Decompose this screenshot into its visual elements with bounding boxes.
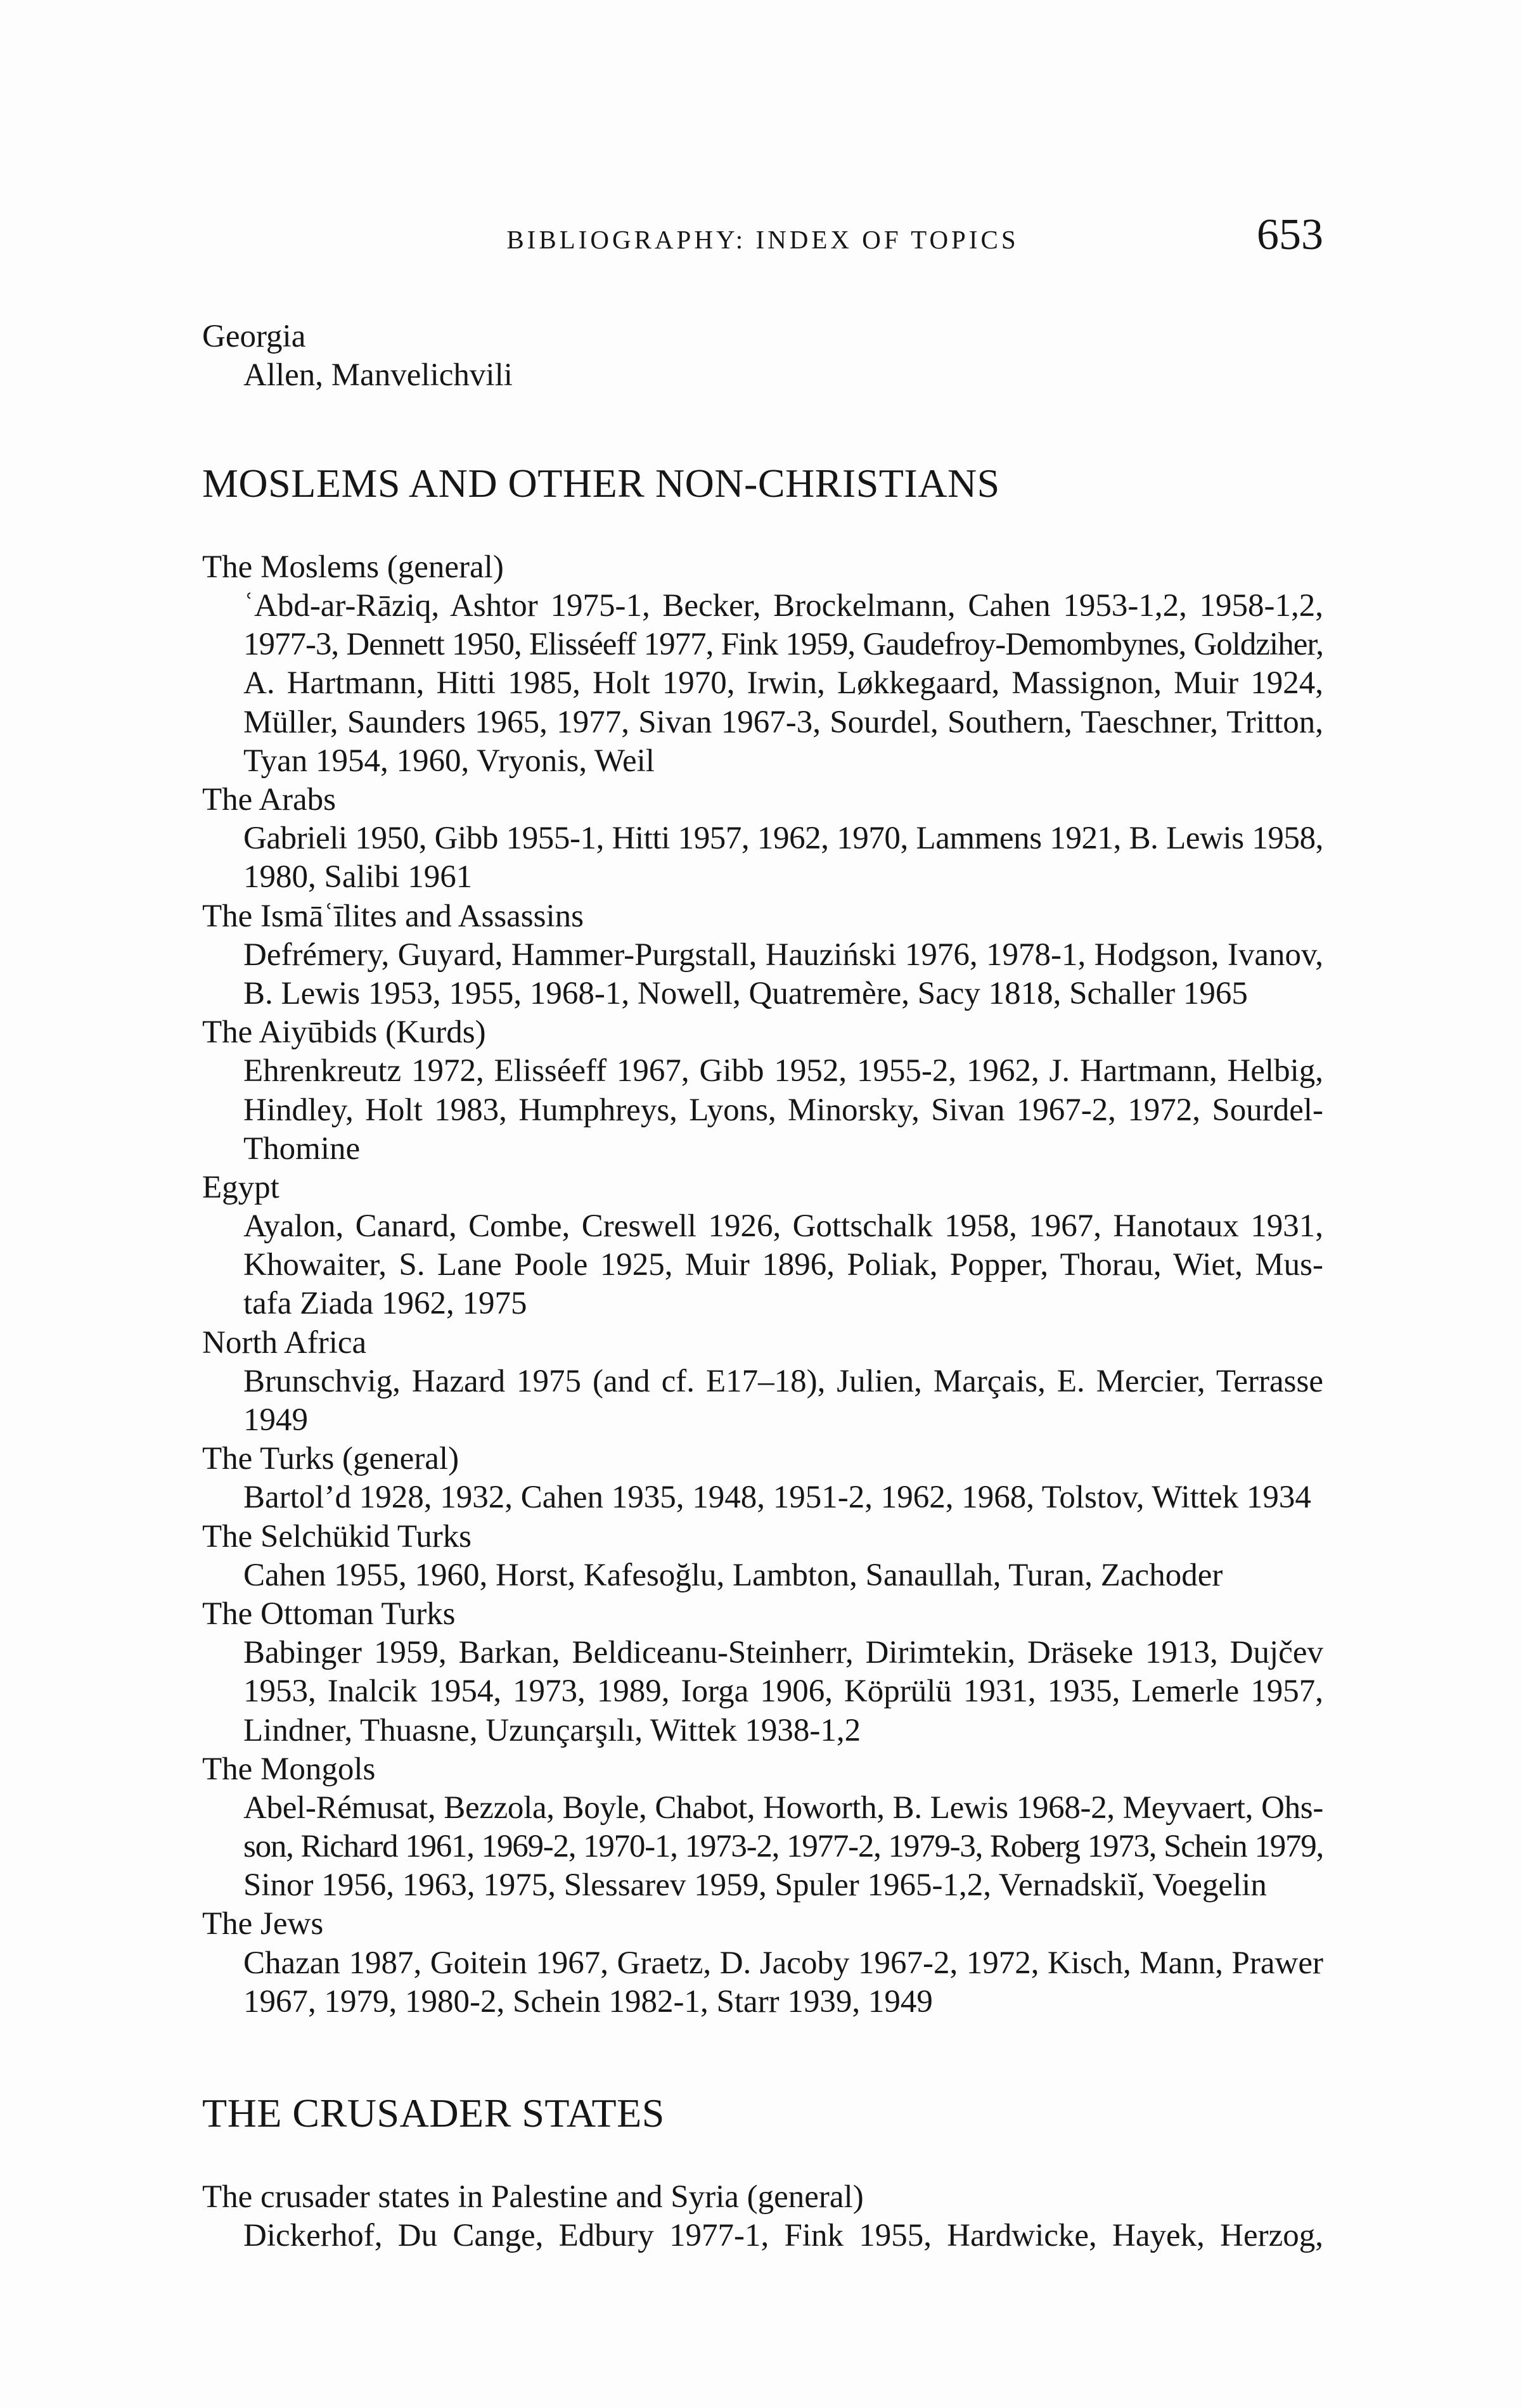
index-entry-moslems-general [202,548,1323,781]
reference-line: Tyan 1954, 1960, Vryonis, Weil [243,743,655,779]
topic-heading: The Aiyūbids (Kurds) [202,1015,486,1051]
index-entry-arabs [202,781,1323,897]
reference-line: 1953, Inalcik 1954, 1973, 1989, Iorga 1906, Köprülü 1931, 1935, Lemerle 1957, [243,1674,1323,1710]
index-body [202,317,1323,2255]
reference-line: Brunschvig, Hazard 1975 (and cf. E17–18), Julien, Marçais, E. Mercier, Terrasse [243,1363,1323,1399]
reference-line: 1977-3, Dennett 1950, Elisséeff 1977, Fink 1959, Gaudefroy-Demombynes, Goldziher, [243,627,1323,663]
topic-heading: The Ottoman Turks [202,1596,456,1632]
topic-heading: The Selchükid Turks [202,1518,472,1554]
running-head: BIBLIOGRAPHY: INDEX OF TOPICS [506,225,1019,254]
reference-line: 1967, 1979, 1980-2, Schein 1982-1, Starr 1939, 1949 [243,1983,933,2020]
reference-line: Lindner, Thuasne, Uzunçarşılı, Wittek 1938-1,2 [243,1712,861,1748]
reference-line: Bartol’d 1928, 1932, Cahen 1935, 1948, 1951-2, 1962, 1968, Tolstov, Wittek 1934 [243,1480,1311,1516]
index-entry-turks-general [202,1440,1323,1517]
reference-line: Allen, Manvelichvili [243,357,513,394]
reference-line: Ayalon, Canard, Combe, Creswell 1926, Gottschalk 1958, 1967, Hanotaux 1931, [243,1208,1323,1245]
index-entry-ottoman-turks [202,1595,1323,1750]
topic-heading: The Arabs [202,782,337,817]
reference-line: 1949 [243,1402,308,1438]
reference-line: Cahen 1955, 1960, Horst, Kafesoğlu, Lambton, Sanaullah, Turan, Zachoder [243,1557,1223,1593]
index-entry-north-africa [202,1324,1323,1440]
reference-line: A. Hartmann, Hitti 1985, Holt 1970, Irwin, Løkkegaard, Massignon, Muir 1924, [243,665,1323,701]
topic-heading: Georgia [202,319,306,354]
topic-heading: Egypt [202,1169,279,1205]
index-entry-jews [202,1905,1323,2021]
section-heading: MOSLEMS AND OTHER NON-CHRISTIANS [202,461,1000,506]
reference-line: Gabrieli 1950, Gibb 1955-1, Hitti 1957, 1962, 1970, Lammens 1921, B. Lewis 1958, [243,821,1323,857]
reference-line: 1980, Salibi 1961 [243,859,473,895]
topic-heading: The Turks (general) [202,1441,459,1477]
reference-line: Hindley, Holt 1983, Humphreys, Lyons, Minorsky, Sivan 1967-2, 1972, Sourdel- [243,1092,1323,1128]
index-entry-selchukid-turks [202,1518,1323,1595]
reference-line: ʿAbd-ar-Rāziq, Ashtor 1975-1, Becker, Brockelmann, Cahen 1953-1,2, 1958-1,2, [243,588,1323,624]
reference-line: son, Richard 1961, 1969-2, 1970-1, 1973-2, 1977-2, 1979-3, Roberg 1973, Schein 1979, [243,1829,1323,1865]
index-entry-aiyubids [202,1013,1323,1169]
index-entry-egypt [202,1169,1323,1324]
reference-line: B. Lewis 1953, 1955, 1968-1, Nowell, Quatremère, Sacy 1818, Schaller 1965 [243,975,1248,1011]
reference-line: Ehrenkreutz 1972, Elisséeff 1967, Gibb 1952, 1955-2, 1962, J. Hartmann, Helbig, [243,1053,1323,1089]
topic-heading: North Africa [202,1324,367,1361]
reference-line: Sinor 1956, 1963, 1975, Slessarev 1959, Spuler 1965-1,2, Vernadskiĭ, Voegelin [243,1867,1267,1904]
index-entry-ismailites [202,897,1323,1014]
reference-line: Müller, Saunders 1965, 1977, Sivan 1967-3, Sourdel, Southern, Taeschner, Tritton, [243,704,1323,740]
topic-heading: The Jews [202,1906,324,1942]
section-heading: THE CRUSADER STATES [202,2091,665,2136]
index-entry-mongols [202,1750,1323,1905]
section-crusader-states [202,2089,1323,2255]
index-entry-crusader-states-general [202,2178,1323,2255]
topic-heading: The Moslems (general) [202,549,504,585]
reference-line: Abel-Rémusat, Bezzola, Boyle, Chabot, Howorth, B. Lewis 1968-2, Meyvaert, Ohs- [243,1790,1323,1826]
reference-line: tafa Ziada 1962, 1975 [243,1286,527,1322]
topic-heading: The crusader states in Palestine and Syria (general) [202,2179,864,2215]
page-number: 653 [1257,210,1323,259]
reference-line: Thomine [243,1130,361,1167]
topic-heading: The Ismāʿīlites and Assassins [202,898,584,934]
reference-line: Khowaiter, S. Lane Poole 1925, Muir 1896, Poliak, Popper, Thorau, Wiet, Mus- [243,1247,1323,1283]
reference-line: Defrémery, Guyard, Hammer-Purgstall, Hauziński 1976, 1978-1, Hodgson, Ivanov, [243,937,1323,973]
reference-line: Babinger 1959, Barkan, Beldiceanu-Steinherr, Dirimtekin, Dräseke 1913, Dujčev [243,1635,1323,1671]
index-entry-georgia [202,317,1323,395]
topic-heading: The Mongols [202,1751,376,1787]
section-moslems [202,459,1323,2021]
reference-line: Chazan 1987, Goitein 1967, Graetz, D. Jacoby 1967-2, 1972, Kisch, Mann, Prawer [243,1945,1323,1981]
reference-line: Dickerhof, Du Cange, Edbury 1977-1, Fink 1955, Hardwicke, Hayek, Herzog, [243,2217,1323,2253]
